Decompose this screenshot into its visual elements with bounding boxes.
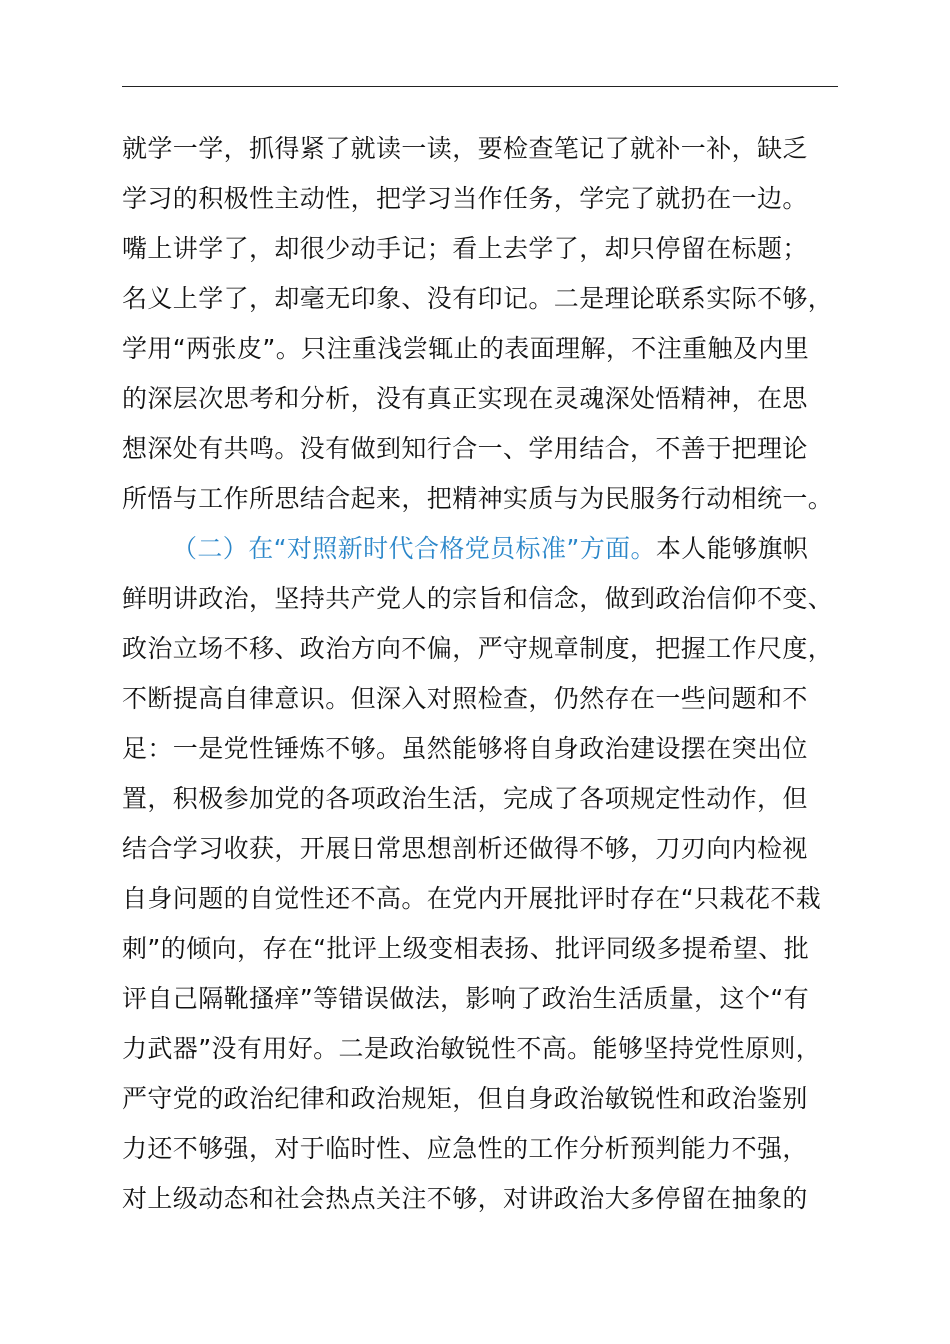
text-line: 想深处有共鸣。没有做到知行合一、学用结合，不善于把理论: [122, 434, 808, 463]
text-line: 不断提高自律意识。但深入对照检查，仍然存在一些问题和不: [122, 684, 808, 713]
text-line: 足：一是党性锤炼不够。虽然能够将自身政治建设摆在突出位: [122, 734, 808, 763]
header-rule: [122, 86, 838, 87]
text-line: 严守党的政治纪律和政治规矩，但自身政治敏锐性和政治鉴别: [122, 1084, 808, 1113]
text-line: 政治立场不移、政治方向不偏，严守规章制度，把握工作尺度，: [122, 634, 834, 663]
text-line: 置，积极参加党的各项政治生活，完成了各项规定性动作，但: [122, 784, 808, 813]
section-heading: （二）在“对照新时代合格党员标准”方面。: [172, 534, 656, 563]
text-line: 自身问题的自觉性还不高。在党内开展批评时存在“只栽花不栽: [122, 884, 822, 913]
text-line: 的深层次思考和分析，没有真正实现在灵魂深处悟精神，在思: [122, 384, 808, 413]
text-line: 学习的积极性主动性，把学习当作任务，学完了就扔在一边。: [122, 184, 808, 213]
text-line: 评自己隔靴搔痒”等错误做法，影响了政治生活质量，这个“有: [122, 984, 810, 1013]
text-line: 力还不够强，对于临时性、应急性的工作分析预判能力不强，: [122, 1134, 808, 1163]
text-line: 名义上学了，却毫无印象、没有印记。二是理论联系实际不够，: [122, 284, 834, 313]
text-line: 嘴上讲学了，却很少动手记；看上去学了，却只停留在标题；: [122, 234, 808, 263]
section-heading-rest: 本人能够旗帜: [655, 534, 809, 563]
text-line: 结合学习收获，开展日常思想剖析还做得不够，刀刃向内检视: [122, 834, 808, 863]
text-line: 学用“两张皮”。只注重浅尝辄止的表面理解，不注重触及内里: [122, 334, 810, 363]
text-line: 鲜明讲政治，坚持共产党人的宗旨和信念，做到政治信仰不变、: [122, 584, 834, 613]
body-text: [122, 124, 862, 1224]
text-line: 就学一学，抓得紧了就读一读，要检查笔记了就补一补，缺乏: [122, 134, 808, 163]
text-line: 所悟与工作所思结合起来，把精神实质与为民服务行动相统一。: [122, 484, 834, 513]
section-heading-line: [122, 524, 862, 574]
text-line: 对上级动态和社会热点关注不够，对讲政治大多停留在抽象的: [122, 1184, 808, 1213]
text-line: 刺”的倾向，存在“批评上级变相表扬、批评同级多提希望、批: [122, 934, 810, 963]
text-line: 力武器”没有用好。二是政治敏锐性不高。能够坚持党性原则，: [122, 1034, 822, 1063]
